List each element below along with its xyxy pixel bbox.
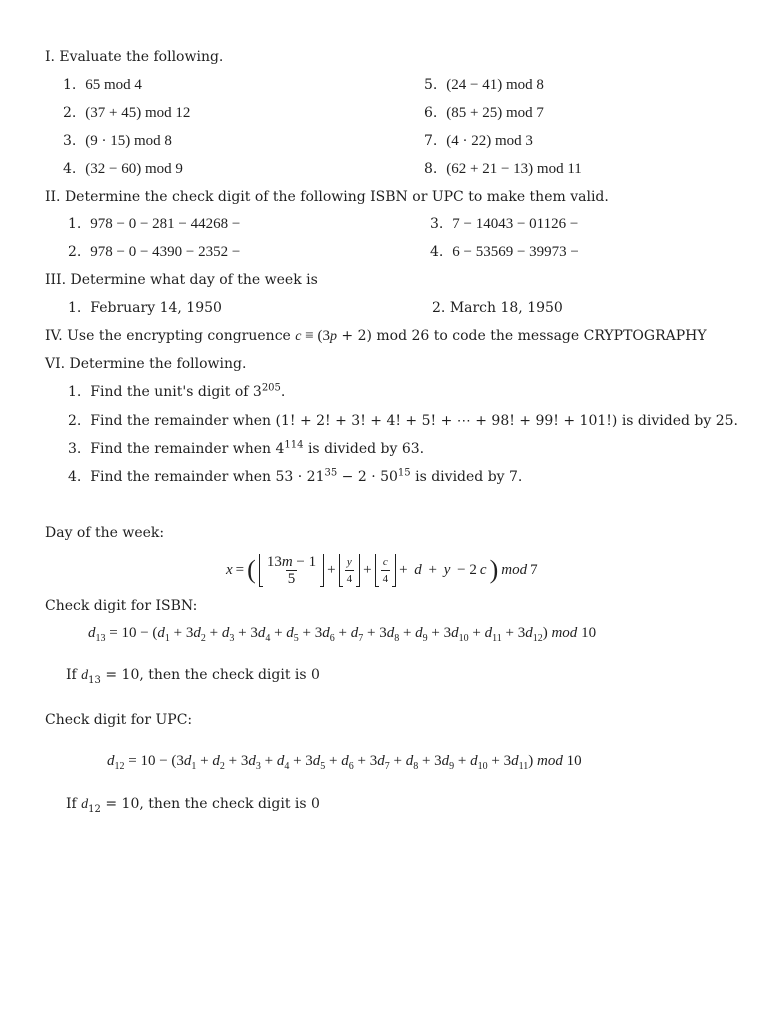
var-d: d bbox=[81, 797, 89, 812]
formula-operator: 10 bbox=[577, 625, 597, 641]
note-pre: If bbox=[66, 667, 82, 683]
subscript: 2 bbox=[219, 761, 225, 772]
exponent: 35 bbox=[324, 467, 338, 479]
var-d: d bbox=[350, 625, 359, 641]
denominator-5: 5 bbox=[287, 570, 296, 587]
item-number: 7. bbox=[424, 133, 438, 149]
item-text-post: is divided by 7. bbox=[410, 469, 523, 485]
item-number: 1. bbox=[68, 384, 82, 400]
subscript: 6 bbox=[329, 633, 335, 644]
var-d: d bbox=[386, 625, 395, 641]
item-text-mid: − 2 · 50 bbox=[337, 469, 398, 485]
subscript: 3 bbox=[255, 761, 261, 772]
open-paren: ( bbox=[247, 555, 256, 584]
var-d: d bbox=[276, 753, 285, 769]
item-text: (62 + 21 − 13) mod 11 bbox=[446, 161, 582, 177]
exponent: 114 bbox=[284, 439, 304, 451]
subscript: 9 bbox=[422, 633, 428, 644]
var-d: d bbox=[81, 668, 89, 683]
var-d: d bbox=[414, 562, 422, 578]
var-d: d bbox=[377, 753, 385, 769]
var-d: d bbox=[405, 753, 414, 769]
var-d: d bbox=[415, 625, 423, 641]
formula-operator: + bbox=[454, 753, 471, 769]
item-text: (4 · 22) mod 3 bbox=[446, 133, 533, 149]
isbn-note bbox=[66, 666, 320, 685]
formula-operator: + bbox=[260, 753, 277, 769]
plus-sign: + bbox=[327, 562, 336, 578]
item-text-pre: Find the remainder when 53 · 21 bbox=[90, 469, 325, 485]
subscript: 1 bbox=[191, 761, 197, 772]
var-d: d bbox=[511, 753, 519, 769]
section-1-item-2 bbox=[63, 104, 190, 122]
item-number: 3. bbox=[68, 441, 82, 457]
denominator-4: 4 bbox=[381, 570, 391, 587]
section-6-item-4 bbox=[68, 468, 522, 486]
plus-sign: + bbox=[424, 562, 441, 578]
item-text: (9 · 15) mod 8 bbox=[85, 133, 172, 149]
formula-operator: + 3 bbox=[289, 753, 313, 769]
formula-operator: ) bbox=[542, 625, 552, 641]
note-post: = 10, then the check digit is 0 bbox=[100, 667, 320, 683]
var-c: c bbox=[382, 555, 388, 568]
formula-operator: = 10 − ( bbox=[105, 625, 158, 641]
item-number: 1. bbox=[63, 77, 77, 93]
formula-operator: + bbox=[334, 625, 351, 641]
item-text: (85 + 25) mod 7 bbox=[446, 105, 544, 121]
item-number: 2. bbox=[68, 244, 82, 260]
section-4-heading bbox=[45, 327, 707, 346]
minus-2: − 2 bbox=[453, 562, 477, 578]
subscript: 13 bbox=[95, 633, 106, 644]
var-d: d bbox=[248, 753, 256, 769]
subscript: 6 bbox=[348, 761, 354, 772]
minus-one: − 1 bbox=[292, 553, 317, 570]
var-d: d bbox=[525, 625, 533, 641]
plus-sign: + bbox=[363, 562, 372, 578]
var-d: d bbox=[286, 625, 294, 641]
day-of-week-label: Day of the week: bbox=[45, 525, 165, 541]
var-d: d bbox=[193, 625, 201, 641]
formula-operator: + bbox=[270, 625, 287, 641]
formula-operator: + bbox=[399, 625, 416, 641]
section-4-text-mid: ≡ (3 bbox=[301, 328, 330, 344]
subscript: 11 bbox=[492, 633, 502, 644]
item-text: February 14, 1950 bbox=[90, 300, 222, 316]
item-text-pre: Find the unit's digit of 3 bbox=[90, 384, 262, 400]
var-d: d bbox=[441, 753, 450, 769]
var-d: d bbox=[341, 753, 349, 769]
item-number: 2. bbox=[432, 300, 446, 316]
note-pre: If bbox=[66, 796, 82, 812]
subscript: 4 bbox=[265, 633, 271, 644]
var-d: d bbox=[451, 625, 459, 641]
item-text: 978 − 0 − 4390 − 2352 − bbox=[90, 244, 241, 260]
item-number: 5. bbox=[424, 77, 438, 93]
subscript: 10 bbox=[458, 633, 469, 644]
subscript: 3 bbox=[229, 633, 235, 644]
formula-operator: + bbox=[468, 625, 485, 641]
isbn-label: Check digit for ISBN: bbox=[45, 598, 198, 614]
mod-operator: mod bbox=[501, 562, 528, 578]
formula-operator: ) bbox=[528, 753, 537, 769]
upc-note bbox=[66, 795, 320, 814]
section-3-heading: III. Determine what day of the week is bbox=[45, 272, 318, 288]
var-d: d bbox=[183, 753, 192, 769]
formula-operator: + 3 bbox=[363, 625, 387, 641]
plus-sign: + bbox=[399, 562, 412, 578]
subscript: 13 bbox=[88, 674, 101, 686]
subscript: 1 bbox=[164, 633, 170, 644]
item-number: 2. bbox=[63, 105, 77, 121]
section-2-item-1 bbox=[68, 215, 240, 233]
subscript: 9 bbox=[449, 761, 455, 772]
mod-operator: mod bbox=[537, 753, 563, 769]
item-text: (37 + 45) mod 12 bbox=[85, 105, 191, 121]
item-text: 978 − 0 − 281 − 44268 − bbox=[90, 216, 241, 232]
mod-operator: mod bbox=[551, 625, 578, 641]
subscript: 12 bbox=[532, 633, 543, 644]
subscript: 5 bbox=[293, 633, 299, 644]
formula-operator: + bbox=[196, 753, 213, 769]
section-1-item-7 bbox=[424, 132, 533, 150]
var-d: d bbox=[212, 753, 220, 769]
item-number: 4. bbox=[68, 469, 82, 485]
var-d: d bbox=[157, 625, 165, 641]
subscript: 12 bbox=[88, 803, 101, 815]
formula-operator: 10 bbox=[562, 753, 582, 769]
floor-13m bbox=[259, 554, 324, 587]
var-x: x bbox=[226, 562, 233, 578]
subscript: 7 bbox=[358, 633, 364, 644]
section-1-item-6 bbox=[424, 104, 544, 122]
var-m: m bbox=[281, 553, 293, 570]
section-3-item-2 bbox=[432, 299, 563, 317]
var-d: d bbox=[221, 625, 230, 641]
var-d: d bbox=[312, 753, 321, 769]
subscript: 8 bbox=[394, 633, 400, 644]
section-6-heading: VI. Determine the following. bbox=[45, 356, 247, 372]
item-text: March 18, 1950 bbox=[449, 300, 563, 316]
formula-operator: + bbox=[205, 625, 222, 641]
formula-operator: + 3 bbox=[427, 625, 452, 641]
subscript: 8 bbox=[413, 761, 419, 772]
isbn-formula bbox=[88, 624, 596, 642]
section-3-item-1 bbox=[68, 299, 222, 317]
var-d: d bbox=[470, 753, 478, 769]
formula-operator: = 10 − (3 bbox=[124, 753, 184, 769]
subscript: 12 bbox=[114, 761, 125, 772]
section-1-item-1 bbox=[63, 76, 142, 94]
var-c: c bbox=[295, 329, 302, 344]
item-text: (32 − 60) mod 9 bbox=[85, 161, 183, 177]
formula-operator: + 3 bbox=[353, 753, 378, 769]
upc-formula bbox=[107, 752, 582, 770]
modulus-7: 7 bbox=[530, 562, 538, 578]
formula-operator: + 3 bbox=[487, 753, 512, 769]
subscript: 4 bbox=[284, 761, 290, 772]
var-p: p bbox=[329, 329, 337, 344]
subscript: 5 bbox=[320, 761, 326, 772]
section-1-heading: I. Evaluate the following. bbox=[45, 49, 224, 65]
fraction-13m-minus-1-over-5 bbox=[265, 554, 318, 587]
item-number: 4. bbox=[430, 244, 444, 260]
equals-sign: = bbox=[235, 562, 245, 578]
item-number: 8. bbox=[424, 161, 438, 177]
floor-y-over-4 bbox=[339, 554, 361, 587]
formula-operator: + bbox=[325, 753, 342, 769]
item-number: 2. bbox=[68, 413, 82, 429]
formula-operator: + 3 bbox=[501, 625, 526, 641]
var-y: y bbox=[346, 555, 352, 568]
item-number: 3. bbox=[63, 133, 77, 149]
var-d: d bbox=[322, 625, 330, 641]
var-d: d bbox=[88, 625, 96, 641]
subscript: 11 bbox=[518, 761, 529, 772]
denominator-4: 4 bbox=[345, 570, 355, 587]
item-text: Find the remainder when (1! + 2! + 3! + 4! + 5! + ⋯ + 98! + 99! + 101!) is divided by 25. bbox=[90, 413, 738, 429]
item-number: 4. bbox=[63, 161, 77, 177]
exponent: 15 bbox=[397, 467, 411, 479]
item-number: 1. bbox=[68, 300, 82, 316]
section-2-heading: II. Determine the check digit of the following ISBN or UPC to make them valid. bbox=[45, 189, 609, 205]
section-1-item-8 bbox=[424, 160, 582, 178]
var-d: d bbox=[257, 625, 266, 641]
var-y: y bbox=[443, 562, 451, 578]
section-1-item-4 bbox=[63, 160, 183, 178]
item-text: 65 mod 4 bbox=[85, 77, 142, 93]
section-4-text-pre: IV. Use the encrypting congruence bbox=[45, 328, 296, 344]
numerator-13: 13 bbox=[266, 553, 282, 570]
exponent: 205 bbox=[261, 382, 281, 394]
section-2-item-4 bbox=[430, 243, 579, 261]
section-2-item-3 bbox=[430, 215, 578, 233]
item-text-post: . bbox=[280, 384, 286, 400]
upc-label: Check digit for UPC: bbox=[45, 712, 193, 728]
formula-operator: + 3 bbox=[224, 753, 249, 769]
subscript: 2 bbox=[200, 633, 206, 644]
item-text-post: is divided by 63. bbox=[303, 441, 425, 457]
formula-operator: + 3 bbox=[169, 625, 194, 641]
var-c: c bbox=[479, 562, 487, 578]
section-1-item-5 bbox=[424, 76, 544, 94]
item-text-pre: Find the remainder when 4 bbox=[90, 441, 285, 457]
section-6-item-2 bbox=[68, 412, 738, 430]
subscript: 7 bbox=[384, 761, 390, 772]
formula-operator: + 3 bbox=[234, 625, 258, 641]
item-number: 1. bbox=[68, 216, 82, 232]
section-6-item-1 bbox=[68, 383, 285, 401]
var-d: d bbox=[484, 625, 493, 641]
item-text: (24 − 41) mod 8 bbox=[446, 77, 544, 93]
item-number: 3. bbox=[430, 216, 444, 232]
note-post: = 10, then the check digit is 0 bbox=[100, 796, 320, 812]
item-text: 7 − 14043 − 01126 − bbox=[452, 216, 579, 232]
section-6-item-3 bbox=[68, 440, 424, 458]
var-d: d bbox=[107, 753, 115, 769]
day-of-week-formula bbox=[226, 552, 538, 588]
formula-operator: + 3 bbox=[418, 753, 442, 769]
item-text: 6 − 53569 − 39973 − bbox=[452, 244, 579, 260]
section-2-item-2 bbox=[68, 243, 240, 261]
item-number: 6. bbox=[424, 105, 438, 121]
formula-operator: + 3 bbox=[298, 625, 323, 641]
section-1-item-3 bbox=[63, 132, 172, 150]
section-4-text-post: + 2) mod 26 to code the message CRYPTOGRAPHY bbox=[336, 328, 707, 344]
subscript: 10 bbox=[477, 761, 488, 772]
close-paren: ) bbox=[489, 555, 499, 584]
floor-c-over-4 bbox=[375, 554, 397, 587]
formula-operator: + bbox=[389, 753, 406, 769]
